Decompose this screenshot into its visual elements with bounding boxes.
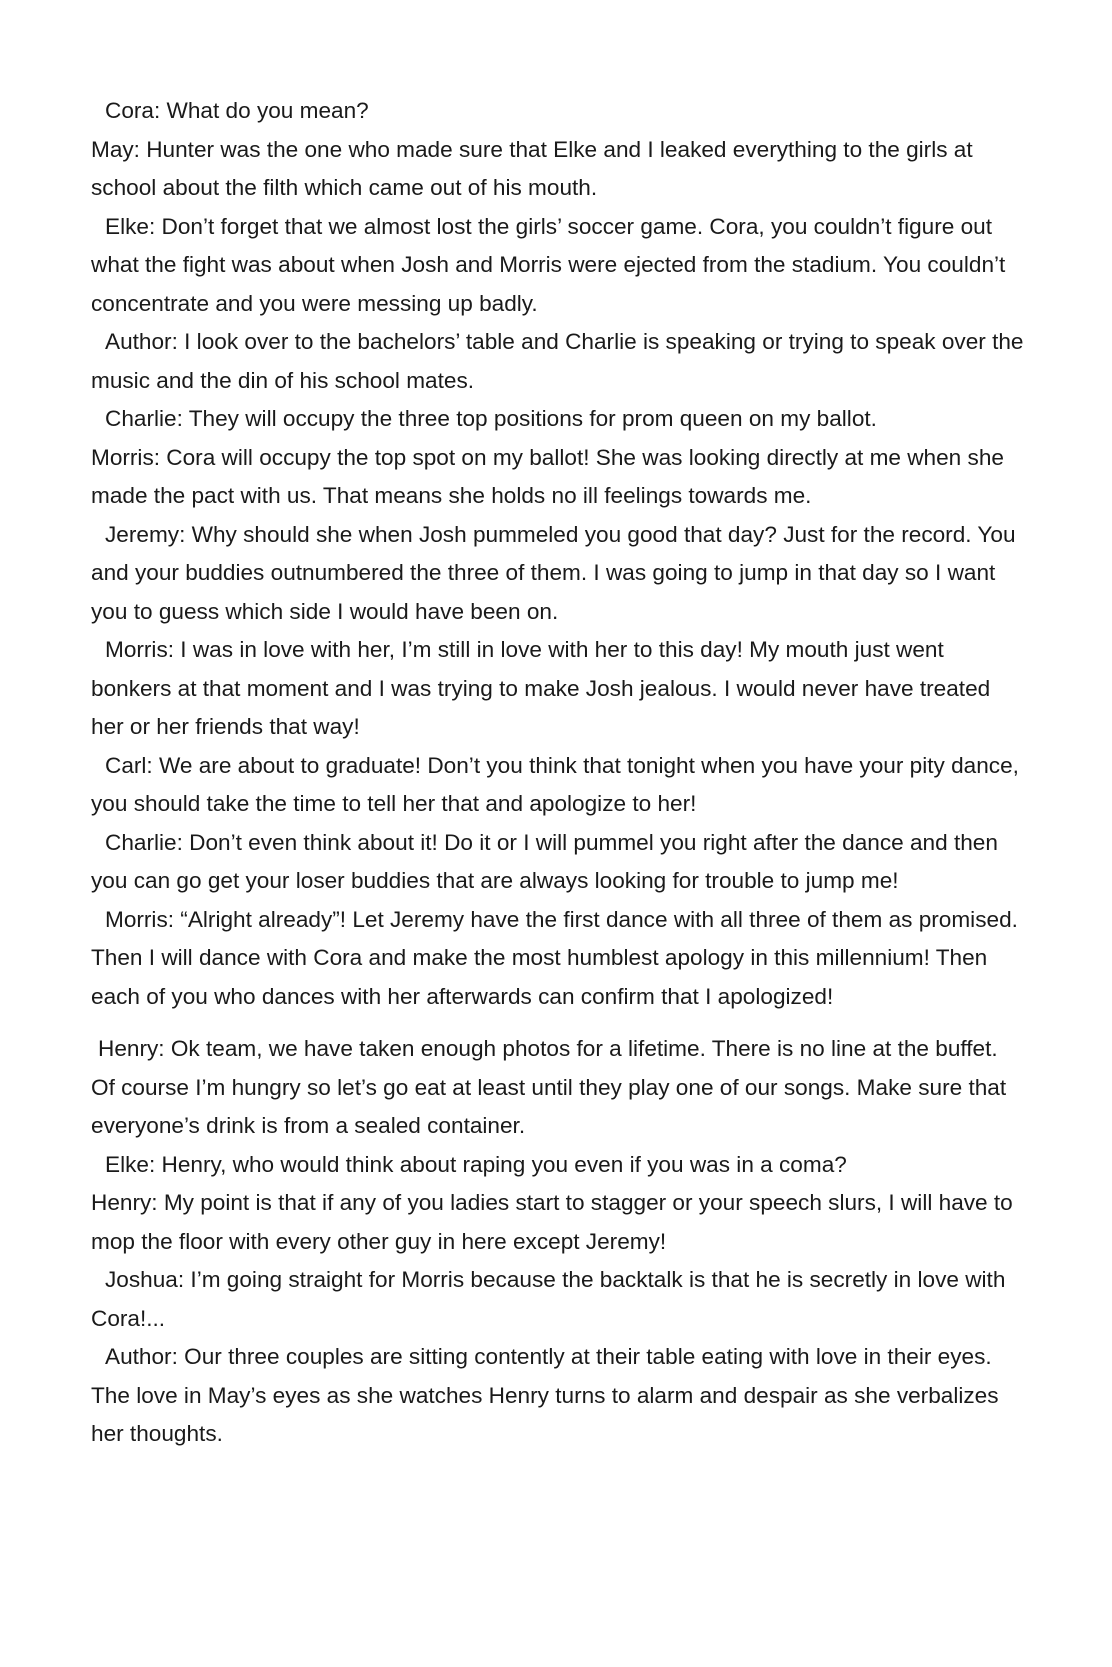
paragraph: Jeremy: Why should she when Josh pummeled you good that day? Just for the record. You and your buddies outnumbered the three of them. I was going to jump in that day so I want you to guess which side I would have been on. [91, 521, 1016, 624]
paragraph: Author: I look over to the bachelors’ table and Charlie is speaking or trying to speak over the music and the din of his school mates. [91, 329, 1024, 393]
paragraph: Elke: Henry, who would think about raping you even if you was in a coma? [105, 1151, 847, 1177]
paragraph: Morris: I was in love with her, I’m still in love with her to this day! My mouth just went bonkers at that moment and I was trying to make Josh jealous. I would never have treated her or her friends that way! [91, 637, 991, 739]
paragraph: Joshua: I’m going straight for Morris because the backtalk is that he is secretly in love with Cora!... [91, 1267, 1006, 1331]
paragraph: Morris: “Alright already”! Let Jeremy have the first dance with all three of them as promised. Then I will dance with Cora and make the most humblest apology in this millennium! Then each of you who dances with her afterwards can confirm that I apologized! [91, 906, 1018, 1009]
paragraph: Carl: We are about to graduate! Don’t you think that tonight when you have your pity dance, you should take the time to tell her that and apologize to her! [91, 752, 1019, 816]
paragraph: Henry: My point is that if any of you ladies start to stagger or your speech slurs, I will have to mop the floor with every other guy in here except Jeremy! [91, 1190, 1013, 1254]
paragraph: Author: Our three couples are sitting contently at their table eating with love in their eyes. The love in May’s eyes as she watches Henry turns to alarm and despair as she verbalizes her thoughts. [91, 1344, 999, 1446]
paragraph: Charlie: Don’t even think about it! Do it or I will pummel you right after the dance and then you can go get your loser buddies that are always looking for trouble to jump me! [91, 829, 998, 893]
paragraph: Elke: Don’t forget that we almost lost the girls’ soccer game. Cora, you couldn’t figure out what the fight was about when Josh and Morris were ejected from the stadium. You couldn’t concentrate and you were messing up badly. [91, 213, 1006, 316]
paragraph: Charlie: They will occupy the three top positions for prom queen on my ballot. [105, 406, 877, 431]
paragraph: Cora: What do you mean? [105, 98, 369, 123]
paragraph: Morris: Cora will occupy the top spot on my ballot! She was looking directly at me when she made the pact with us. That means she holds no ill feelings towards me. [91, 444, 1004, 508]
paragraph: Henry: Ok team, we have taken enough photos for a lifetime. There is no line at the buffet. Of course I’m hungry so let’s go eat at least until they play one of our songs. Make sure that everyone’s drink is from a sealed container. [91, 1036, 1007, 1138]
paragraph: May: Hunter was the one who made sure that Elke and I leaked everything to the girls at school about the filth which came out of his mouth. [91, 136, 973, 200]
document-page [91, 92, 1026, 1454]
